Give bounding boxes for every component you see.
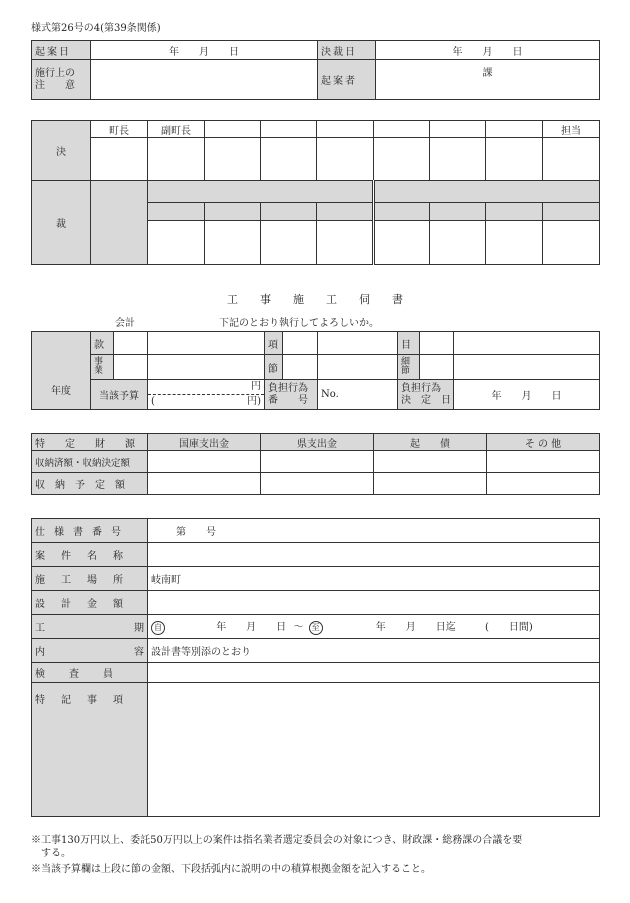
funding-header-prefecture: 県支出金	[261, 434, 374, 451]
kan-name-field[interactable]	[148, 332, 265, 355]
stamp-cell[interactable]	[317, 221, 374, 265]
funding-header-other: そ の 他	[487, 434, 600, 451]
stamp-cell[interactable]	[430, 138, 486, 181]
statement-text: 下記のとおり執行してよろしいか。	[219, 318, 379, 329]
funding-cell[interactable]	[261, 451, 374, 473]
amount-label: 設計金額	[32, 591, 148, 615]
decision-date-label: 決裁日	[318, 41, 376, 60]
kou-field[interactable]	[283, 332, 318, 355]
budget-amount-upper[interactable]	[148, 380, 264, 395]
case-name-label: 案件名称	[32, 543, 148, 567]
stamp-cell-mayor[interactable]	[91, 138, 148, 181]
blank-gray-cell	[91, 181, 148, 265]
draft-date-field[interactable]: 年 月 日	[91, 41, 318, 60]
spec-no-label: 仕様書番号	[32, 519, 148, 543]
funding-cell[interactable]	[148, 473, 261, 495]
place-field[interactable]: 岐南町	[148, 567, 600, 591]
moku-label: 目	[398, 332, 420, 355]
approval-header-cell	[486, 121, 543, 138]
stamp-cell[interactable]	[374, 138, 430, 181]
burden-date-label: 負担行為 決 定 日	[398, 380, 454, 410]
title-text: 工 事 施 工 伺 書	[227, 293, 403, 306]
group-header-left	[148, 181, 374, 203]
setsu-label: 節	[265, 355, 283, 380]
tanto-label: 担当	[543, 121, 600, 138]
inspector-field[interactable]	[148, 663, 600, 683]
content-label-b: 容	[134, 647, 144, 658]
saisetsu-label	[398, 355, 420, 380]
to-circle-icon: 至	[309, 621, 323, 635]
funding-cell[interactable]	[261, 473, 374, 495]
nendo-text: 年度	[51, 386, 71, 397]
from-circle-icon: 自	[151, 621, 165, 635]
sub-header-cell	[486, 203, 543, 221]
sub-header-cell	[317, 203, 374, 221]
stamp-cell[interactable]	[486, 138, 543, 181]
paren-open-text: (	[151, 396, 155, 407]
kaikei-label: 会計	[115, 318, 135, 329]
stamp-cell[interactable]	[430, 221, 486, 265]
period-wave: 〜	[293, 622, 304, 634]
spec-no-field[interactable]	[148, 519, 600, 543]
dept-field[interactable]: 課	[376, 60, 600, 100]
vice-mayor-label: 副町長	[148, 121, 205, 138]
funding-cell[interactable]	[374, 473, 487, 495]
stamp-cell-vice-mayor[interactable]	[148, 138, 205, 181]
drafter-label: 起案者	[318, 60, 376, 100]
funding-cell[interactable]	[487, 473, 600, 495]
sub-header-cell	[543, 203, 600, 221]
funding-table	[31, 433, 600, 495]
period-label-a: 工	[35, 623, 45, 634]
approval-header-cell	[374, 121, 430, 138]
note-1-line-b: する。	[31, 848, 71, 859]
stamp-cell[interactable]	[148, 221, 205, 265]
kou-name-field[interactable]	[318, 332, 398, 355]
period-label-b: 期	[134, 623, 144, 634]
sub-header-cell	[374, 203, 430, 221]
moku-name-field[interactable]	[454, 332, 600, 355]
approval-header-cell	[205, 121, 261, 138]
setsu-field[interactable]	[283, 355, 318, 380]
saisetsu-name-field[interactable]	[454, 355, 600, 380]
stamp-cell[interactable]	[543, 221, 600, 265]
sub-header-cell	[148, 203, 205, 221]
saisetsu-field[interactable]	[420, 355, 454, 380]
funding-header-source: 特 定 財 源	[32, 434, 148, 451]
funding-header-bond: 起 債	[374, 434, 487, 451]
inspector-label: 検査員	[32, 663, 148, 683]
stamp-cell[interactable]	[205, 138, 261, 181]
draft-date-label: 起案日	[32, 41, 91, 60]
document-title	[0, 291, 630, 307]
special-label: 特記事項	[32, 683, 148, 817]
note-1	[31, 834, 522, 860]
ketsu-label: 決	[32, 121, 91, 181]
case-name-field[interactable]	[148, 543, 600, 567]
budget-amount-lower[interactable]	[148, 395, 264, 409]
amount-field[interactable]	[148, 591, 600, 615]
sub-header-cell	[205, 203, 261, 221]
burden-date-field[interactable]: 年 月 日	[454, 380, 600, 410]
nendo-label	[32, 332, 91, 410]
place-label: 施工場所	[32, 567, 148, 591]
burden-no-field[interactable]: No.	[318, 380, 398, 410]
approval-header-cell	[430, 121, 486, 138]
stamp-cell[interactable]	[317, 138, 374, 181]
decision-date-field[interactable]: 年 月 日	[376, 41, 600, 60]
kan-field[interactable]	[114, 332, 148, 355]
note-2: ※当該予算欄は上段に節の金額、下段括弧内に説明の中の積算根拠金額を記入すること。	[31, 864, 431, 875]
stamp-cell[interactable]	[261, 221, 317, 265]
caution-field[interactable]	[91, 60, 318, 100]
sai-label: 裁	[32, 181, 91, 265]
jigyo-label	[91, 355, 114, 380]
approval-header-cell	[317, 121, 374, 138]
kou-label: 項	[265, 332, 283, 355]
stamp-cell[interactable]	[205, 221, 261, 265]
stamp-cell[interactable]	[261, 138, 317, 181]
approval-grid	[31, 120, 600, 265]
funding-cell[interactable]	[487, 451, 600, 473]
note-1-line-a: ※工事130万円以上、委託50万円以上の案件は指名業者選定委員会の対象につき、財政課・総務課の合議を要	[31, 835, 523, 846]
jigyo-field[interactable]	[114, 355, 148, 380]
funding-row-scheduled: 収 納 予 定 額	[32, 473, 148, 495]
budget-table	[31, 331, 600, 410]
budget-label: 当該予算	[91, 380, 148, 410]
setsu-name-field[interactable]	[318, 355, 398, 380]
period-date-1: 年 月 日	[216, 622, 287, 634]
kan-label: 款	[91, 332, 114, 355]
budget-amount-field[interactable]	[148, 380, 265, 410]
period-field[interactable]	[148, 615, 600, 639]
period-label	[32, 615, 148, 639]
spec-no-text: 第 号	[176, 527, 216, 538]
stamp-cell-tanto[interactable]	[543, 138, 600, 181]
yen-paren-text: 円)	[247, 396, 261, 407]
moku-field[interactable]	[420, 332, 454, 355]
approval-header-cell	[261, 121, 317, 138]
burden-no-label: 負担行為 番 号	[265, 380, 318, 410]
special-field[interactable]	[148, 683, 600, 817]
jigyo-name-field[interactable]	[148, 355, 265, 380]
yen-text: 円	[251, 381, 261, 392]
funding-header-national: 国庫支出金	[148, 434, 261, 451]
form-number: 様式第26号の4(第39条関係)	[31, 23, 161, 34]
mayor-label: 町長	[91, 121, 148, 138]
saisetsu-text: 細節	[401, 357, 411, 376]
group-header-right	[374, 181, 600, 203]
sub-header-cell	[430, 203, 486, 221]
stamp-cell[interactable]	[486, 221, 543, 265]
content-label-a: 内	[35, 647, 45, 658]
caution-label: 施行上の 注 意	[32, 60, 91, 100]
funding-cell[interactable]	[374, 451, 487, 473]
content-field[interactable]: 設計書等別添のとおり	[148, 639, 600, 663]
top-info-table	[31, 40, 600, 100]
funding-row-received: 収納済額・収納決定額	[32, 451, 148, 473]
period-date-2: 年 月 日迄	[375, 622, 456, 634]
funding-cell[interactable]	[148, 451, 261, 473]
jigyo-text: 事業	[94, 357, 104, 376]
period-days: ( 日間)	[484, 622, 533, 634]
stamp-cell[interactable]	[374, 221, 430, 265]
content-label	[32, 639, 148, 663]
spec-table	[31, 518, 600, 817]
sub-header-cell	[261, 203, 317, 221]
